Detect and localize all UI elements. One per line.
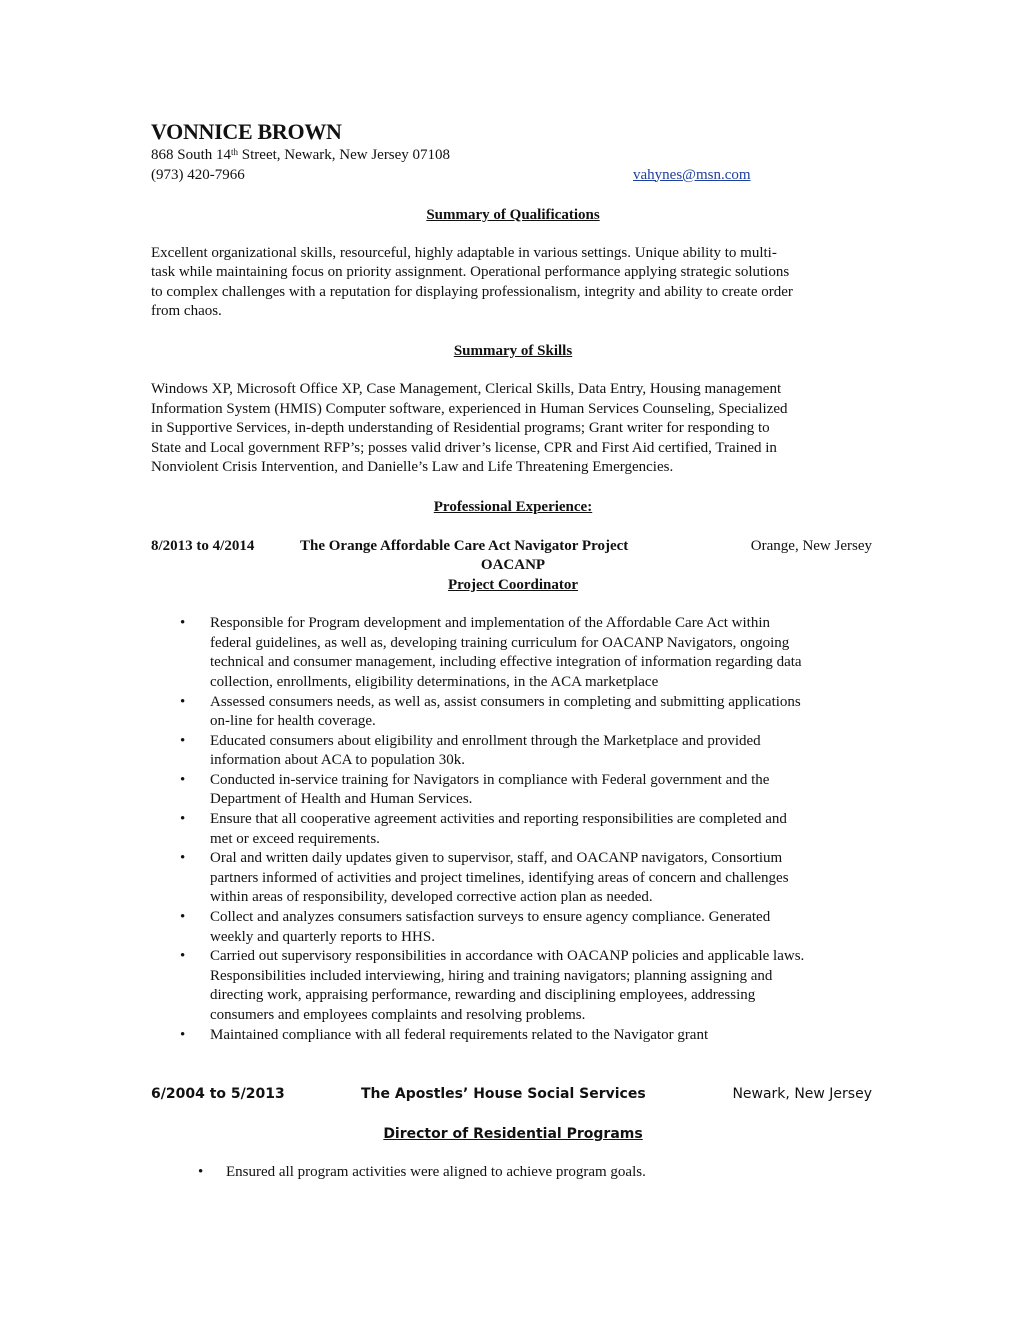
bullet-line: Responsible for Program development and implementation of the Affordable Care Act within (210, 615, 771, 632)
qualifications-line: task while maintaining focus on priority assignment. Operational performance applying strategic solutions (151, 264, 790, 281)
bullet-line: consumers and employees complaints and resolving problems. (210, 1007, 586, 1023)
bullet-line: Collect and analyzes consumers satisfaction surveys to ensure agency compliance. Generated (210, 909, 771, 926)
list-item (151, 771, 875, 810)
address: 868 South 14th Street, Newark, New Jersey 07108 (151, 147, 451, 163)
experience-heading: Professional Experience: (433, 498, 593, 515)
bullet-line: within areas of responsibility, developed corrective action plan as needed. (210, 889, 653, 906)
job1-dates: 8/2013 to 4/2014 (151, 537, 255, 554)
job1-location: Orange, New Jersey (750, 537, 872, 554)
bullet-line: partners informed of activities and project timelines, identifying areas of concern and challenges (210, 869, 789, 886)
bullet-icon: • (180, 909, 186, 926)
job2-bullet-list (151, 1163, 875, 1183)
job1-organization: The Orange Affordable Care Act Navigator Project (300, 537, 629, 554)
bullet-line: weekly and quarterly reports to HHS. (210, 928, 435, 945)
resume-page (151, 118, 875, 1183)
phone-number: (973) 420-7966 (151, 166, 245, 183)
qualifications-heading: Summary of Qualifications (426, 206, 600, 223)
bullet-icon: • (198, 1164, 204, 1181)
job1-acronym: OACANP (480, 556, 546, 573)
list-item (151, 693, 875, 732)
bullet-icon: • (180, 811, 186, 828)
job2-header (151, 1084, 875, 1104)
bullet-icon: • (180, 948, 186, 965)
qualifications-line: to complex challenges with a reputation for displaying professionalism, integrity and ability to create order (151, 283, 793, 300)
bullet-line: Educated consumers about eligibility and enrollment through the Marketplace and provided (210, 732, 761, 749)
bullet-line: Oral and written daily updates given to supervisor, staff, and OACANP navigators, Consortium (210, 850, 783, 867)
job1-bullet-list (151, 614, 875, 1045)
job2-role: Director of Residential Programs (383, 1126, 643, 1143)
qualifications-line: from chaos. (151, 303, 222, 320)
email-link[interactable]: vahynes@msn.com (633, 166, 751, 183)
bullet-line: collection, enrollments, eligibility determinations, in the ACA marketplace (210, 673, 659, 690)
bullet-line: Responsibilities included interviewing, hiring and training navigators; planning assigning and (210, 967, 773, 984)
bullet-line: Maintained compliance with all federal requirements related to the Navigator grant (210, 1026, 709, 1043)
bullet-icon: • (180, 1026, 186, 1043)
job2-dates: 6/2004 to 5/2013 (151, 1086, 285, 1103)
list-item (151, 849, 875, 908)
skills-heading: Summary of Skills (453, 342, 573, 359)
list-item (151, 908, 875, 947)
bullet-line: Conducted in-service training for Navigators in compliance with Federal government and the (210, 771, 770, 788)
skills-line: State and Local government RFP’s; posses valid driver’s license, CPR and First Aid certified, Trained in (151, 439, 777, 456)
bullet-line: Ensured all program activities were aligned to achieve program goals. (226, 1164, 646, 1181)
bullet-icon: • (180, 850, 186, 867)
job1-role: Project Coordinator (447, 576, 579, 593)
list-item (151, 1026, 875, 1046)
bullet-line: Assessed consumers needs, as well as, assist consumers in completing and submitting applications (210, 693, 801, 710)
job2-location: Newark, New Jersey (732, 1086, 872, 1103)
list-item (151, 947, 875, 1025)
bullet-line: federal guidelines, as well as, developing training curriculum for OACANP Navigators, ongoing (210, 634, 790, 651)
skills-paragraph (151, 380, 875, 478)
candidate-name: VONNICE BROWN (151, 119, 342, 144)
contact-row (151, 166, 875, 186)
bullet-line: met or exceed requirements. (210, 830, 380, 847)
bullet-line: on-line for health coverage. (210, 713, 376, 730)
bullet-line: Department of Health and Human Services. (210, 791, 473, 808)
job2-organization: The Apostles’ House Social Services (361, 1086, 646, 1103)
bullet-line: technical and consumer management, including effective integration of information regarding data (210, 654, 802, 671)
list-item (151, 810, 875, 849)
bullet-line: Ensure that all cooperative agreement activities and reporting responsibilities are completed and (210, 811, 787, 828)
qualifications-line: Excellent organizational skills, resourceful, highly adaptable in various settings. Unique ability to multi- (151, 244, 777, 261)
bullet-line: directing work, appraising performance, rewarding and disciplining employees, addressing (210, 987, 756, 1004)
bullet-line: Carried out supervisory responsibilities in accordance with OACANP policies and applicable laws. (210, 948, 805, 965)
skills-line: in Supportive Services, in-depth understanding of Residential programs; Grant writer for responding to (151, 420, 770, 437)
qualifications-paragraph (151, 244, 875, 322)
list-item (151, 1163, 875, 1183)
bullet-icon: • (180, 615, 186, 632)
list-item (151, 614, 875, 692)
job1-header (151, 536, 875, 556)
bullet-icon: • (180, 771, 186, 788)
skills-line: Information System (HMIS) Computer software, experienced in Human Services Counseling, Specialized (151, 400, 788, 417)
bullet-line: information about ACA to population 30k. (210, 752, 465, 769)
skills-line: Nonviolent Crisis Intervention, and Danielle’s Law and Life Threatening Emergencies. (151, 459, 674, 476)
skills-line: Windows XP, Microsoft Office XP, Case Management, Clerical Skills, Data Entry, Housing management (151, 380, 782, 397)
bullet-icon: • (180, 693, 186, 710)
list-item (151, 732, 875, 771)
bullet-icon: • (180, 732, 186, 749)
